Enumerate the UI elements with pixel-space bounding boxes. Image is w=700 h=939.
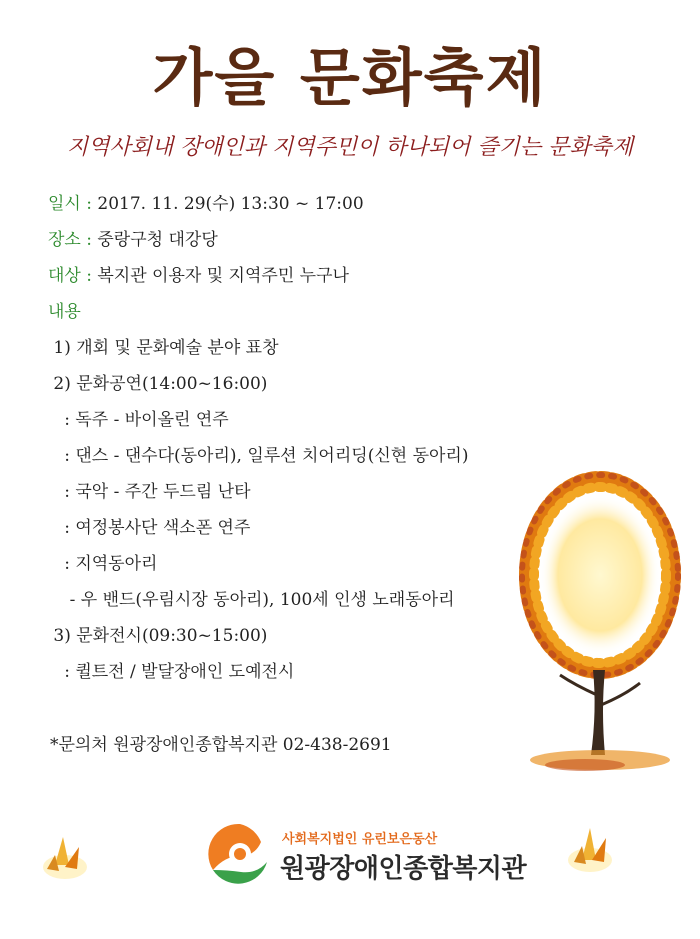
program-item: : 독주 - 바이올린 연주 xyxy=(48,410,229,430)
program-item: : 여정봉사단 색소폰 연주 xyxy=(48,518,251,538)
foundation-name: 사회복지법인 유린보은동산 xyxy=(282,832,438,847)
contact-info: *문의처 원광장애인종합복지관 02-438-2691 xyxy=(50,735,392,755)
place-line xyxy=(48,226,468,262)
program-item: : 댄스 - 댄수다(동아리), 일루션 치어리딩(신현 동아리) xyxy=(48,446,469,466)
place-label: 장소 : xyxy=(48,230,92,250)
organization-name: 원광장애인종합복지관 xyxy=(280,854,527,884)
poster-subtitle: 지역사회내 장애인과 지역주민이 하나되어 즐기는 문화축제 xyxy=(66,135,634,160)
event-details xyxy=(48,190,468,694)
program-item: : 지역동아리 xyxy=(48,554,158,574)
date-value: 2017. 11. 29(수) 13:30 ~ 17:00 xyxy=(91,194,364,214)
date-label: 일시 : xyxy=(48,194,92,214)
poster-title: 가을 문화축제 xyxy=(152,41,548,114)
leaf-decoration-right xyxy=(560,818,620,878)
program-item: : 퀼트전 / 발달장애인 도예전시 xyxy=(48,662,295,682)
program-item: 1) 개회 및 문화예술 분야 표창 xyxy=(48,338,279,358)
content-label: 내용 xyxy=(48,302,81,322)
place-value: 중랑구청 대강당 xyxy=(91,230,218,250)
leaf-decoration-left xyxy=(35,825,95,885)
target-value: 복지관 이용자 및 지역주민 누구나 xyxy=(91,266,349,286)
target-label: 대상 : xyxy=(48,266,92,286)
autumn-tree-illustration xyxy=(505,455,695,785)
program-item: 2) 문화공연(14:00~16:00) xyxy=(48,374,268,394)
organization-logo-icon xyxy=(205,820,275,888)
date-line xyxy=(48,190,468,226)
program-item: : 국악 - 주간 두드림 난타 xyxy=(48,482,251,502)
program-item: 3) 문화전시(09:30~15:00) xyxy=(48,626,268,646)
program-item: - 우 밴드(우림시장 동아리), 100세 인생 노래동아리 xyxy=(48,590,455,610)
target-line xyxy=(48,262,468,298)
